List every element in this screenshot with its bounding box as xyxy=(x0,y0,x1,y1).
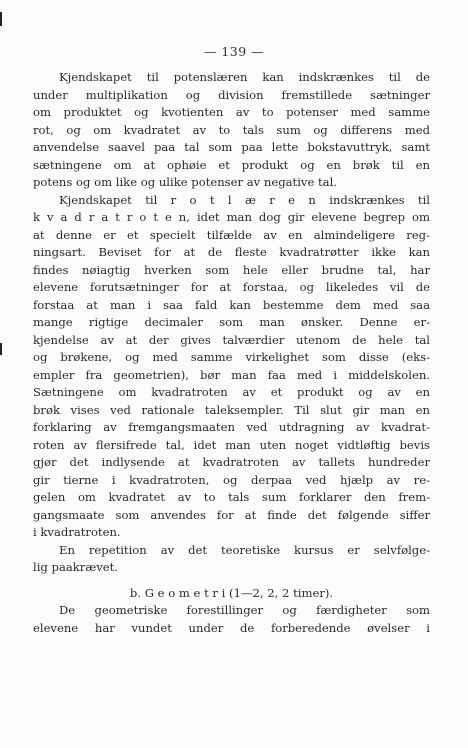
text-line: brøk vises ved rationale taleksempler. Til slut gir man en xyxy=(33,402,430,417)
text-line: empler fra geometrien), bør man faa med i middelskolen. xyxy=(33,367,430,382)
text-line: gir tierne i kvadratroten, og derpaa ved hjælp av re- xyxy=(33,472,430,487)
left-edge-mark xyxy=(0,343,2,355)
text-line: elevene forutsætninger for at forstaa, og likeledes vil de xyxy=(33,280,430,294)
text-line: gjør det indlysende at kvadratroten av tallets hundreder xyxy=(33,455,430,469)
text-line: sætningene om at ophøie et produkt og en brøk til en xyxy=(33,157,430,172)
text-line: i kvadratroten. xyxy=(33,525,121,539)
text-line: kjendelse av at der gives talværdier utenom de hele tal xyxy=(33,332,430,347)
text-line: mange rigtige decimaler som man ønsker. Denne er- xyxy=(33,315,430,329)
paragraph-gap xyxy=(33,577,430,585)
left-edge-mark xyxy=(0,12,2,26)
text-line: Kjendskapet til potenslæren kan indskrænkes til de xyxy=(59,70,430,84)
text-line: forstaa at man i saa fald kan bestemme dem med saa xyxy=(33,297,430,312)
body-text xyxy=(33,69,430,637)
text-line: De geometriske forestillinger og færdigheter som xyxy=(59,603,430,617)
text-line: under multiplikation og division fremstillede sætninger xyxy=(33,87,430,102)
text-line: om produktet og kvotienten av to potenser med samme xyxy=(33,105,430,119)
text-line: roten av flersifrede tal, idet man uten noget vidtløftig bevis xyxy=(33,437,430,452)
text-line: anvendelse saavel paa tal som paa lette bokstavuttryk, samt xyxy=(33,140,430,154)
text-line: En repetition av det teoretiske kursus er selvfølge- xyxy=(59,542,430,557)
text-line: gelen om kvadratet av to tals sum forklarer den frem- xyxy=(33,490,430,504)
text-line: elevene har vundet under de forberedende øvelser i xyxy=(33,620,430,635)
text-line: at denne er et specielt tilfælde av en almindeligere reg- xyxy=(33,227,430,242)
text-line: Sætningene om kvadratroten av et produkt og av en xyxy=(33,385,430,399)
text-line: findes nøiagtig hverken som hele eller brudne tal, har xyxy=(33,262,430,277)
text-line: Kjendskapet til r o t l æ r e n indskrænkes til xyxy=(59,192,430,207)
text-line: gangsmaate som anvendes for at finde det følgende siffer xyxy=(33,507,430,522)
section-heading: b. G e o m e t r i (1—2, 2, 2 timer). xyxy=(129,585,334,600)
text-line: forklaring av fremgangsmaaten ved utdragning av kvadrat- xyxy=(33,420,430,434)
text-line: og brøkene, og med samme virkelighet som disse (eks- xyxy=(33,350,430,364)
text-line: potens og om like og ulike potenser av negative tal. xyxy=(33,175,337,189)
text-line: k v a d r a t r o t e n, idet man dog gir elevene begrep om xyxy=(33,210,430,224)
text-line: ningsart. Beviset for at de fleste kvadratrøtter ikke kan xyxy=(33,245,430,259)
text-line: lig paakrævet. xyxy=(33,560,118,574)
text-line: rot, og om kvadratet av to tals sum og differens med xyxy=(33,122,430,137)
page-number: — 139 — xyxy=(203,44,265,59)
